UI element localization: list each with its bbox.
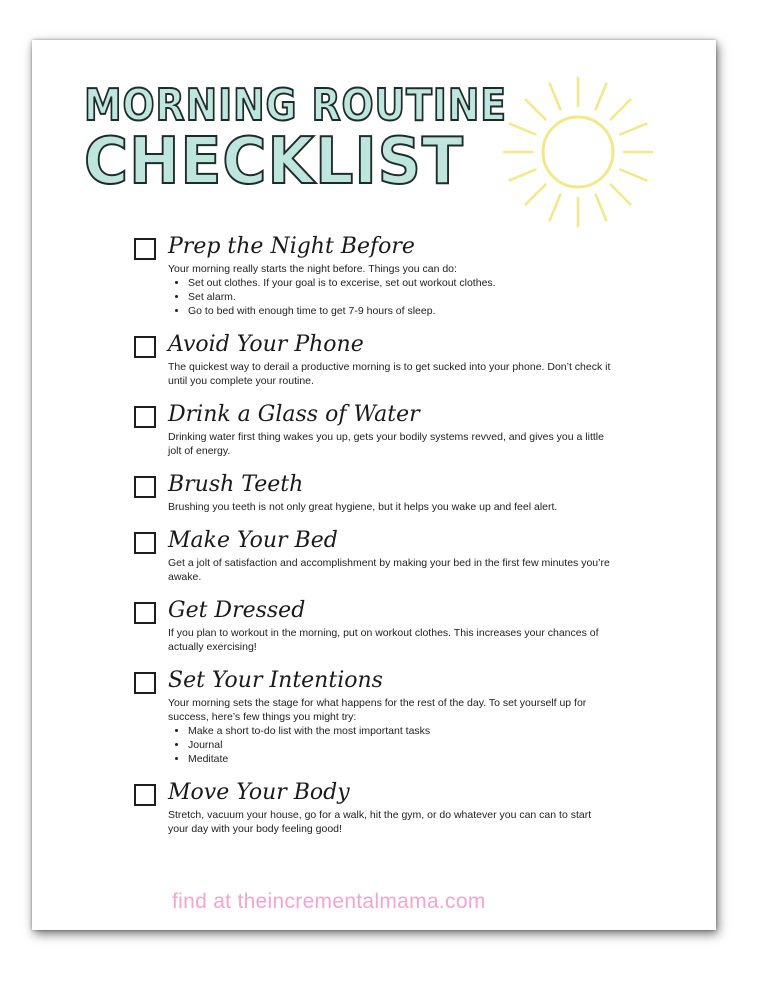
item-description: Drinking water first thing wakes you up, gets your bodily systems revved, and gives you a little jolt of energy. — [168, 431, 604, 457]
checkbox-icon[interactable] — [134, 784, 156, 806]
checkbox-icon[interactable] — [134, 532, 156, 554]
sun-ray — [611, 185, 631, 205]
item-description: Your morning sets the stage for what happens for the rest of the day. To set yourself up for success, here’s few things you might try: — [168, 697, 587, 723]
checkbox-icon[interactable] — [134, 602, 156, 624]
checklist-item — [134, 400, 614, 458]
bullet-item: • Go to bed with enough time to get 7-9 hours of sleep. — [188, 304, 614, 318]
item-title: Get Dressed — [168, 598, 306, 623]
sun-ray — [510, 170, 536, 181]
sun-ray — [596, 84, 607, 110]
sun-icon — [498, 72, 658, 232]
bullet-item: • Make a short to-do list with the most important tasks — [188, 724, 614, 738]
sun-ray — [620, 124, 646, 135]
checklist-item — [134, 596, 614, 654]
item-title: Prep the Night Before — [168, 234, 415, 259]
sun-ray — [526, 185, 546, 205]
sun-ray — [526, 100, 546, 120]
item-description: Brushing you teeth is not only great hygiene, but it helps you wake up and feel alert. — [168, 501, 558, 513]
checkbox-icon[interactable] — [134, 238, 156, 260]
checklist-item — [134, 330, 614, 388]
item-title: Set Your Intentions — [168, 668, 383, 693]
item-bullets — [168, 724, 614, 766]
sun-ray — [550, 194, 561, 220]
checklist-item — [134, 778, 614, 836]
bullet-item: • Meditate — [188, 752, 614, 766]
sun-ray — [611, 100, 631, 120]
item-title: Avoid Your Phone — [168, 332, 364, 357]
footer-website: find at theincrementalmama.com — [172, 890, 486, 913]
item-description: Get a jolt of satisfaction and accomplishment by making your bed in the first few minutes you’re awake. — [168, 557, 610, 583]
title-line-1: MORNING ROUTINE — [84, 80, 507, 131]
title-line-2: CHECKLIST — [84, 125, 464, 199]
checklist-item — [134, 666, 614, 766]
item-description: Your morning really starts the night before. Things you can do: — [168, 263, 457, 275]
checkbox-icon[interactable] — [134, 672, 156, 694]
checklist-item — [134, 526, 614, 584]
checklist — [134, 232, 614, 848]
bullet-item: • Journal — [188, 738, 614, 752]
item-title: Move Your Body — [168, 780, 350, 805]
item-description: Stretch, vacuum your house, go for a walk, hit the gym, or do whatever you can can to start your day with your body feeling good! — [168, 809, 592, 835]
sun-ray — [620, 170, 646, 181]
checkbox-icon[interactable] — [134, 476, 156, 498]
item-title: Drink a Glass of Water — [168, 402, 420, 427]
checkbox-icon[interactable] — [134, 406, 156, 428]
item-bullets — [168, 276, 614, 318]
item-description: If you plan to workout in the morning, put on workout clothes. This increases your chances of actually exercising! — [168, 627, 599, 653]
sun-ray — [510, 124, 536, 135]
bullet-item: • Set out clothes. If your goal is to excerise, set out workout clothes. — [188, 276, 614, 290]
checkbox-icon[interactable] — [134, 336, 156, 358]
bullet-item: • Set alarm. — [188, 290, 614, 304]
item-title: Brush Teeth — [168, 472, 304, 497]
checklist-item — [134, 470, 614, 514]
item-title: Make Your Bed — [168, 528, 338, 553]
item-description: The quickest way to derail a productive morning is to get sucked into your phone. Don’t check it until you complete your routine. — [168, 361, 611, 387]
sun-ray — [596, 194, 607, 220]
checklist-item — [134, 232, 614, 318]
sun-ray — [550, 84, 561, 110]
